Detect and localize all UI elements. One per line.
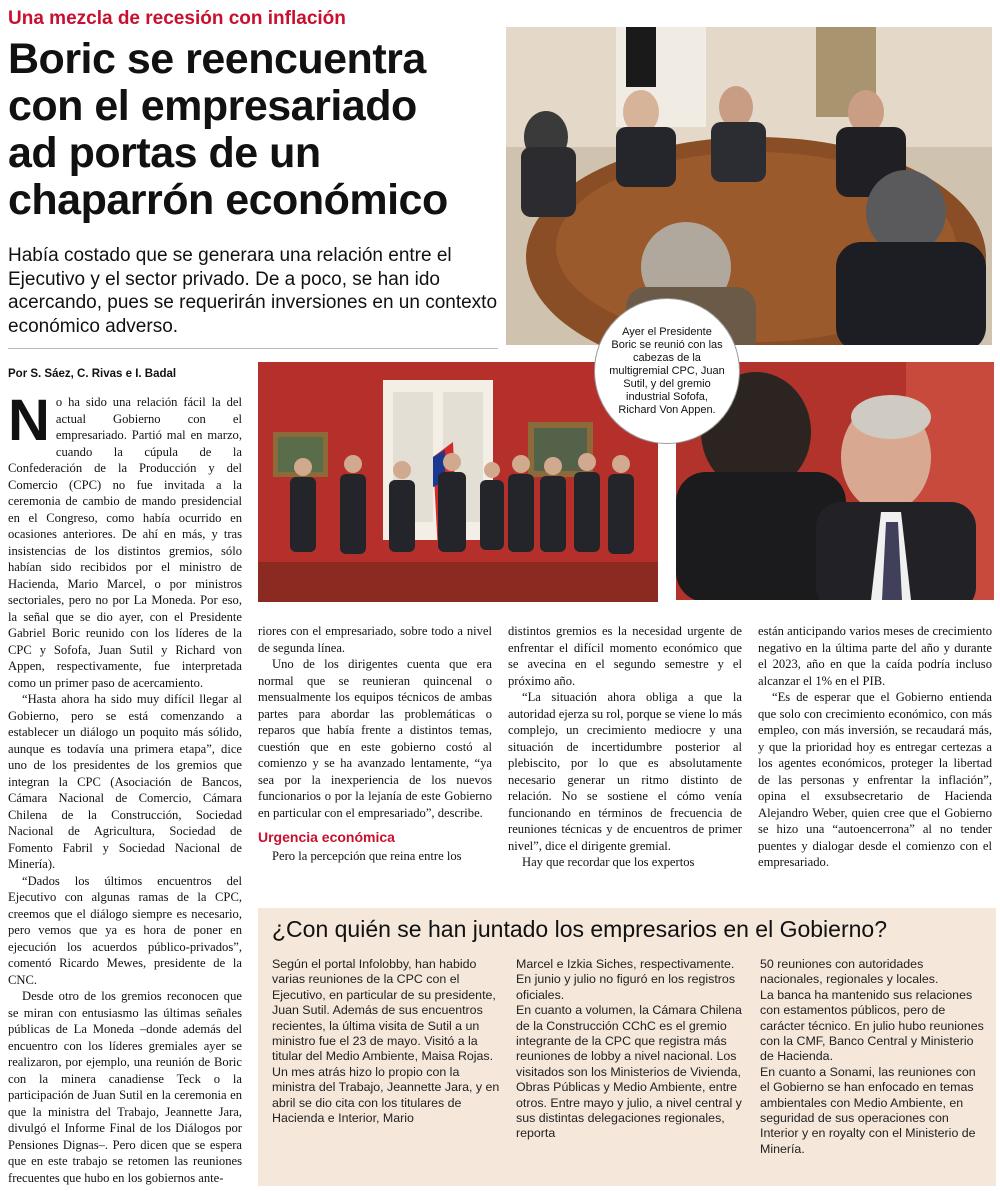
- lede: Había costado que se generara una relación entre el Ejecutivo y el sector privado. De a poco, se han ido acercando, pues se requerirán inversiones en un contexto económico adverso.: [8, 245, 498, 337]
- drop-cap: N: [8, 388, 50, 453]
- sidebar-box-paragraph: Marcel e Izkia Siches, respectivamente. En junio y julio no figuró en los registros oficiales.: [516, 957, 736, 1002]
- byline: Por S. Sáez, C. Rivas e I. Badal: [8, 368, 177, 380]
- body-paragraph: Uno de los dirigentes cuenta que era normal que se reunieran quincenal o mensualmente los equipos técnicos de ambas partes para abordar las problemáticas o reparos que había frente a distintos temas, cuestión que en este gobierno costó al comienzo y se ha avanzado lentamente, “ya sea por la inexperiencia de los nuevos funcionarios o por la lejanía de este Gobierno en particular con el empresariado”, describe.: [258, 657, 492, 820]
- body-paragraph: distintos gremios es la necesidad urgente de enfrentar el difícil momento económico que se avecina en el segundo semestre y el próximo año.: [508, 624, 742, 688]
- headline-line: ad portas de un: [8, 129, 321, 177]
- sidebar-box-column-1: [272, 957, 500, 1126]
- body-paragraph: están anticipando varios meses de crecimiento negativo en la última parte del año y durante el 2023, año en que la caída podría incluso alcanzar el 1% en el PIB.: [758, 624, 992, 688]
- photo-caption-text: Ayer el Presidente Boric se reunió con las cabezas de la multigremial CPC, Juan Sutil, y del gremio industrial Sofofa, Richard Von Appen.: [609, 325, 725, 416]
- headline-line: chaparrón económico: [8, 176, 448, 224]
- subheading: Urgencia económica: [258, 829, 395, 845]
- body-column-4: [758, 623, 992, 871]
- sidebar-box-column-3: [760, 957, 988, 1157]
- body-paragraph: “La situación ahora obliga a que la autoridad ejerza su rol, porque se viene lo más complejo, un crecimiento mediocre y una situación de incertidumbre posterior al plebiscito, por lo que es absolutamente necesario generar un ritmo distinto de relación. No se sostiene el cómo venía funcionando en términos de frecuencia de reuniones técnicas y de encuentros de primer nivel”, dice el dirigente gremial.: [508, 690, 742, 853]
- body-paragraph: [8, 388, 242, 691]
- kicker: Una mezcla de recesión con inflación: [8, 8, 346, 29]
- body-column-1: [8, 388, 242, 1186]
- body-text: o ha sido una relación fácil la del actual Gobierno con el empresariado. Partió mal en marzo, cuando la cúpula de la Confederación de la Producción y del Comercio (CPC) no fue invitada a la ceremonia de cambio de mando presidencial en el Congreso, como había ocurrido en ocasiones anteriores. De ahí en más, y tras insistencias de los distintos gremios, sólo habían sido recibidos por el ministro de Hacienda, Mario Marcel, o por ministros sectoriales, pero no por La Moneda. Por eso, la señal que se dio ayer, con el Presidente Gabriel Boric reunido con los líderes de la CPC y Sofofa, Juan Sutil y Richard von Appen, respectivamente, fue interpretada como un primer paso de acercamiento.: [8, 395, 242, 690]
- body-paragraph: “Dados los últimos encuentros del Ejecutivo con algunas ramas de la CPC, creemos que el diálogo siempre es necesario, pero vemos que ya es hora de poner en ejecución los acuerdos público-privados”, comentó Ricardo Mewes, presidente de la CNC.: [8, 873, 242, 987]
- sidebar-box-title: ¿Con quién se han juntado los empresarios en el Gobierno?: [272, 916, 887, 942]
- body-paragraph: Hay que recordar que los expertos: [522, 855, 695, 869]
- body-paragraph: riores con el empresariado, sobre todo a nivel de segunda línea.: [258, 624, 492, 655]
- headline: [8, 36, 498, 224]
- body-paragraph: Desde otro de los gremios reconocen que se miran con entusiasmo las últimas señales públicas de La Moneda –donde además del encuentro con los líderes gremiales ayer se realizaron, por ejemplo, una reunión de Boric con la minera canadiense Teck o la participación de Juan Sutil en la ceremonia en que la ministra del Trabajo, Jeannette Jara, divulgó el Informe Final de los Diálogos por Pensiones Dignas–. Pero dicen que se espera que en este trabajo se retomen las reuniones frecuentes que hubo en los gobiernos ante-: [8, 989, 242, 1185]
- sidebar-box-column-2: [516, 957, 744, 1142]
- body-column-3: [508, 623, 742, 871]
- sidebar-box-paragraph: La banca ha mantenido sus relaciones con estamentos públicos, pero de carácter técnico. En julio hubo reuniones con la CMF, Banco Central y Ministerio de Hacienda.: [760, 987, 984, 1064]
- body-paragraph: Pero la percepción que reina entre los: [272, 848, 462, 863]
- body-paragraph: “Es de esperar que el Gobierno entienda que solo con crecimiento económico, con más empleo, con más inversión, se recaudará más, y que la prioridad hoy es entregar certezas a los agentes económicos, proteger la libertad de las personas y enfrentar la inflación”, opina el exsubsecretario de Hacienda Alejandro Weber, quien cree que el Gobierno se hizo una “autoencerrona” al no tender puentes y dialogar desde el comienzo con el empresariado.: [758, 690, 992, 869]
- headline-line: Boric se reencuentra: [8, 35, 426, 83]
- sidebar-box-paragraph: En cuanto a volumen, la Cámara Chilena de la Construcción CChC es el gremio integrante de la CPC que registra más reuniones de lobby a nivel nacional. Los visitados son los Ministerios de Vivienda, Obras Públicas y Medio Ambiente, entre otros. Entre mayo y julio, a nivel central y sus distintas delegaciones regionales, reporta: [516, 1003, 742, 1141]
- headline-line: con el empresariado: [8, 82, 417, 130]
- sidebar-box-paragraph: En cuanto a Sonami, las reuniones con el Gobierno se han enfocado en temas ambientales con Medio Ambiente, en seguridad de sus operaciones con Interior y en royalty con el Ministerio de Minería.: [760, 1064, 976, 1156]
- photo-caption: [594, 298, 740, 444]
- sidebar-box-paragraph: 50 reuniones con autoridades nacionales, regionales y locales.: [760, 957, 939, 987]
- photo-group: [258, 362, 658, 602]
- photo-meeting-table: [506, 27, 992, 345]
- body-paragraph: “Hasta ahora ha sido muy difícil llegar al Gobierno, pero se está comenzando a establecer un diálogo un poquito más sólido, aunque es todavía una primera etapa”, dice uno de los presidentes de los gremios que integran la CPC (Asociación de Bancos, Cámara Nacional de Comercio, Cámara Chilena de la Construcción, Sociedad Nacional de Agricultura, Sociedad de Fomento Fabril y Sociedad Nacional de Minería).: [8, 692, 242, 871]
- sidebar-box-paragraph: Según el portal Infolobby, han habido varias reuniones de la CPC con el Ejecutivo, en particular de su presidente, Juan Sutil. Además de sus encuentros recientes, la última visita de Sutil a un ministro fue el 23 de mayo. Visitó a la titular del Medio Ambiente, Maisa Rojas. Un mes atrás hizo lo propio con la ministra del Trabajo, Jeannette Jara, y en abril se dio cita con los titulares de Hacienda e Interior, Mario: [272, 957, 500, 1126]
- body-column-2: [258, 623, 492, 864]
- divider: [8, 348, 498, 349]
